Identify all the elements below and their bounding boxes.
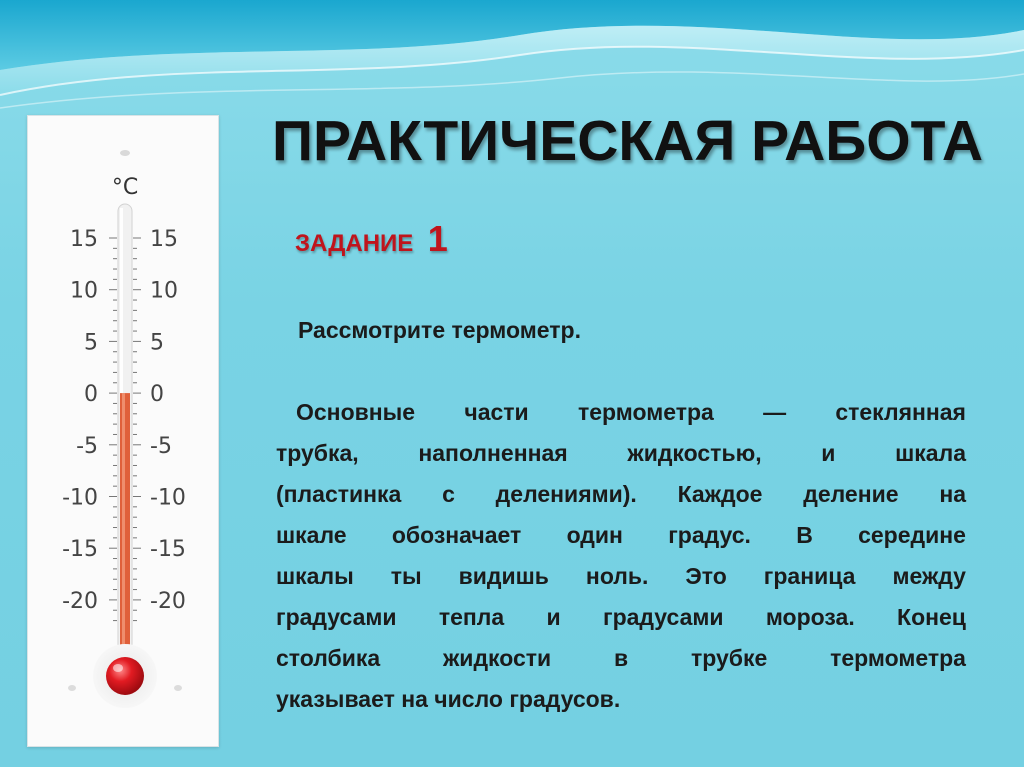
unit-label: °C xyxy=(111,175,139,200)
body-line xyxy=(276,392,966,433)
scale-label-left: -10 xyxy=(62,485,98,511)
scale-label-left: 10 xyxy=(70,278,98,304)
task-heading xyxy=(295,218,448,260)
body-word: ты xyxy=(390,563,422,589)
body-word: и xyxy=(821,440,836,466)
body-word: тепла xyxy=(438,604,505,630)
body-line xyxy=(276,597,966,638)
body-word: жидкости xyxy=(443,645,552,671)
scale-label-left: 5 xyxy=(84,330,98,356)
body-word: термометра xyxy=(830,645,966,671)
body-word: градусами xyxy=(276,604,397,630)
scale-label-left: 0 xyxy=(84,382,98,408)
scale-label-left: 15 xyxy=(70,227,98,252)
slide-title: ПРАКТИЧЕСКАЯ РАБОТА xyxy=(272,109,983,173)
body-word: середине xyxy=(858,522,966,548)
scale-label-right: -5 xyxy=(150,433,172,459)
body-line xyxy=(276,433,966,474)
body-word: столбика xyxy=(276,645,381,671)
body-line xyxy=(276,474,966,515)
scale-label-right: 10 xyxy=(150,278,178,304)
body-word: градусами xyxy=(602,604,724,630)
body-word: делениями). xyxy=(495,481,637,507)
body-word: стеклянная xyxy=(835,399,966,425)
instruction-text: Рассмотрите термометр. xyxy=(298,317,581,343)
thermometer xyxy=(27,115,219,747)
body-word: шкала xyxy=(895,440,966,466)
task-label: ЗАДАНИЕ xyxy=(295,230,414,257)
body-line-text: указывает на число градусов. xyxy=(276,686,621,712)
body-word: ноль. xyxy=(585,563,649,589)
body-word: на xyxy=(939,481,966,507)
top-hole xyxy=(120,150,130,156)
scale-label-left: -15 xyxy=(62,537,98,563)
body-word: Основные xyxy=(296,399,416,425)
body-paragraph xyxy=(276,392,966,720)
body-word: части xyxy=(464,399,529,425)
body-word: градус. xyxy=(668,522,751,548)
scale-label-right: -20 xyxy=(150,588,186,614)
body-line xyxy=(276,515,966,556)
body-word: один xyxy=(566,522,623,548)
body-word: трубке xyxy=(690,645,768,671)
body-word: (пластинка xyxy=(276,481,402,507)
body-word: жидкостью, xyxy=(627,440,762,466)
body-word: шкале xyxy=(276,522,347,548)
body-word: в xyxy=(614,645,629,671)
body-word: трубка, xyxy=(276,440,359,466)
bottom-right-hole xyxy=(174,685,182,691)
scale-label-right: 5 xyxy=(150,330,164,356)
body-line xyxy=(276,679,966,720)
body-word: Конец xyxy=(897,604,966,630)
body-word: между xyxy=(892,563,966,589)
task-number: 1 xyxy=(427,218,448,259)
body-word: — xyxy=(763,399,787,425)
body-word: Это xyxy=(685,563,727,589)
bulb xyxy=(106,657,144,695)
scale-label-left: -20 xyxy=(62,588,98,614)
body-word: обозначает xyxy=(391,522,522,548)
body-word: Каждое xyxy=(677,481,763,507)
body-word: граница xyxy=(763,563,856,589)
scale-label-right: -15 xyxy=(150,537,186,563)
body-word: наполненная xyxy=(418,440,568,466)
body-word: термометра xyxy=(577,399,714,425)
body-word: В xyxy=(796,522,813,548)
body-line xyxy=(276,556,966,597)
body-line xyxy=(276,638,966,679)
scale-label-right: 0 xyxy=(150,382,164,408)
body-word: видишь xyxy=(458,563,549,589)
body-word: деление xyxy=(803,481,899,507)
scale-label-left: -5 xyxy=(76,433,98,459)
body-word: с xyxy=(442,481,455,507)
bottom-left-hole xyxy=(68,685,76,691)
scale-label-right: -10 xyxy=(150,485,186,511)
body-word: мороза. xyxy=(765,604,855,630)
body-word: и xyxy=(546,604,561,630)
scale-label-right: 15 xyxy=(150,227,178,252)
body-word: шкалы xyxy=(276,563,354,589)
